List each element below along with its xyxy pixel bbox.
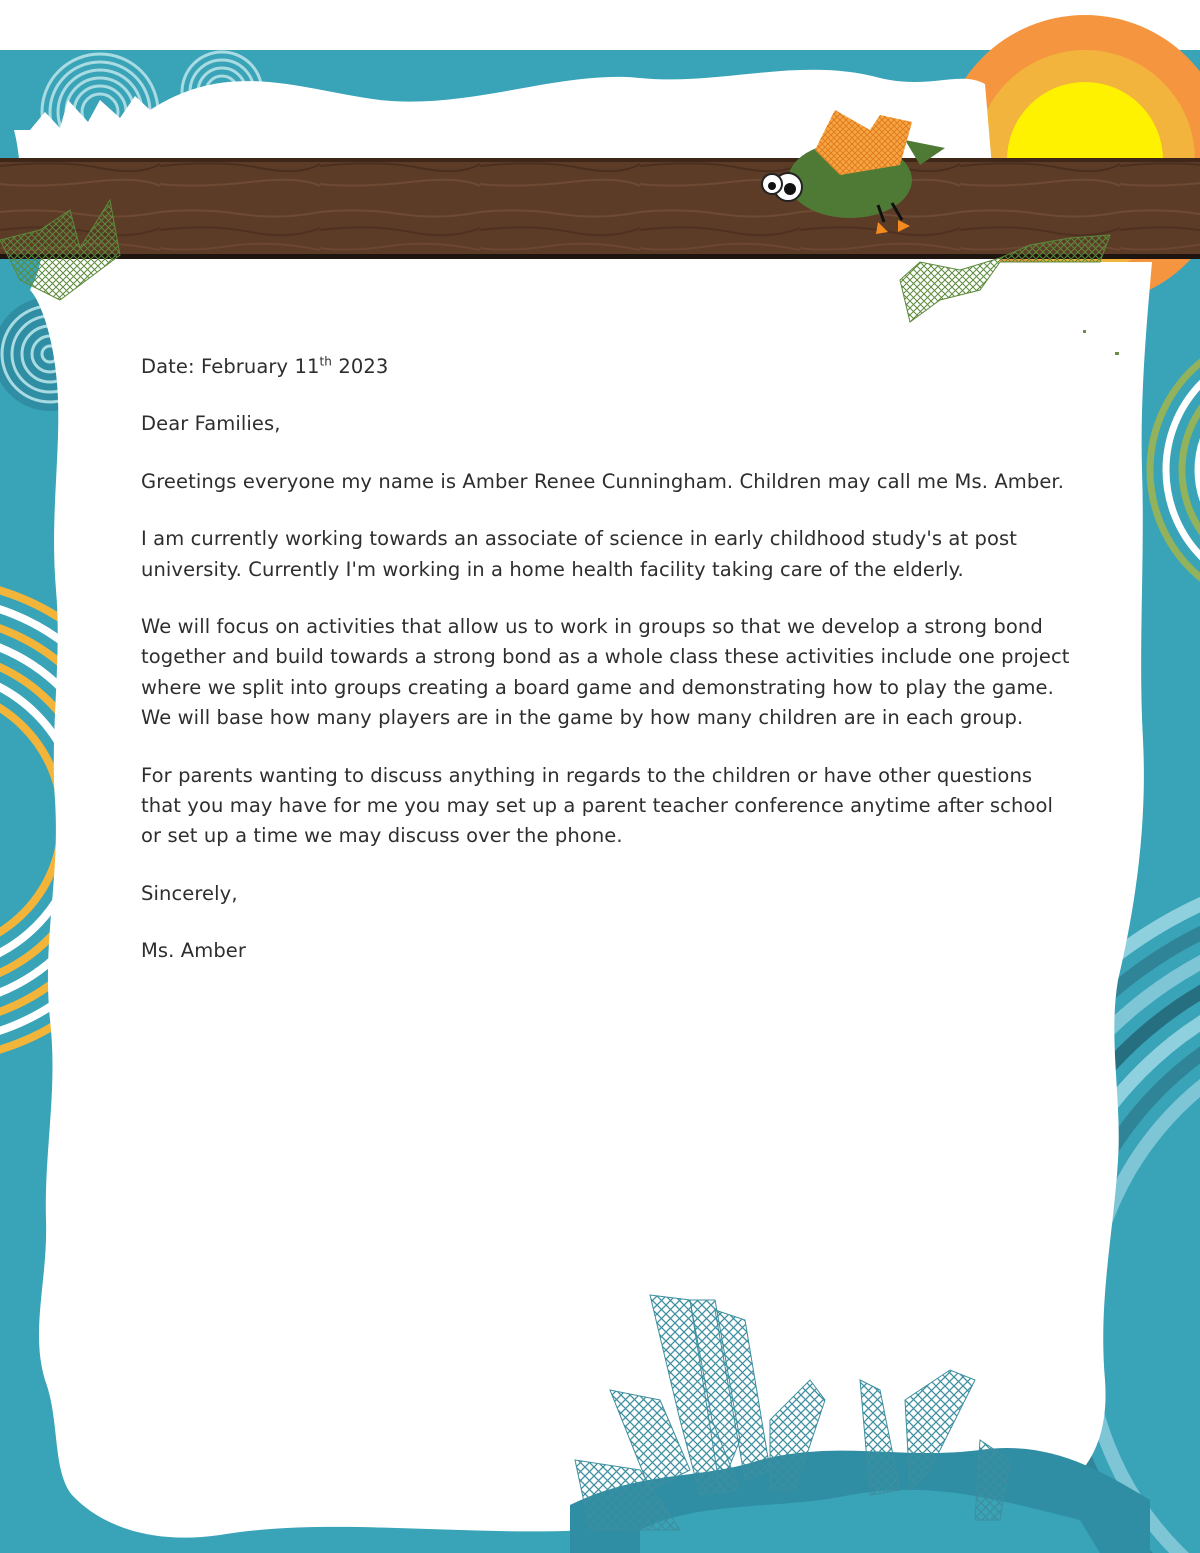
letter-salutation: Dear Families,: [141, 412, 281, 436]
letter-activities: We will focus on activities that allow us to work in groups so that we develop a strong bond together and build towards a strong bond as a whole class these activities include one project where we split into groups creating a board game and demonstrating how to play the game. We will base how many players are in the game by how many children are in each group.: [141, 615, 1070, 730]
date-suffix: th: [319, 354, 333, 369]
letter-background: I am currently working towards an associate of science in early childhood study's at post university. Currently I'm working in a home health facility taking care of the elderly.: [141, 527, 1018, 581]
wooden-plank: [0, 158, 1200, 259]
letter-body: [141, 352, 1076, 994]
letter-date: Date: February 11th 2023: [141, 354, 389, 378]
letter-contact: For parents wanting to discuss anything in regards to the children or have other questions that you may have for me you may set up a parent teacher conference anytime after school or set up a time we may discuss over the phone.: [141, 763, 1054, 848]
letter-signature: Ms. Amber: [141, 939, 247, 963]
letter-closing: Sincerely,: [141, 881, 238, 905]
letter-intro: Greetings everyone my name is Amber Renee Cunningham. Children may call me Ms. Amber.: [141, 469, 1065, 493]
